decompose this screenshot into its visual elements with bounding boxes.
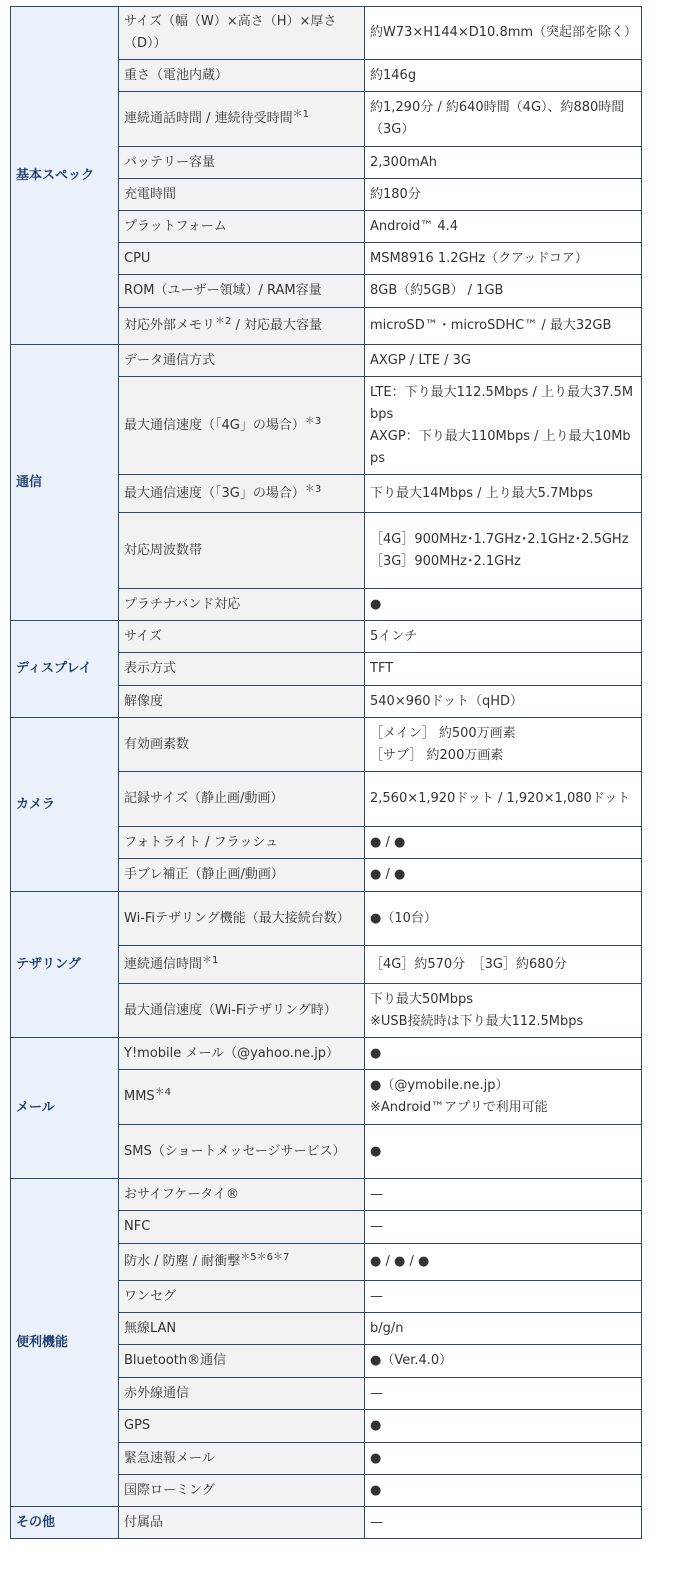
spec-value-line: 約146g bbox=[370, 67, 417, 83]
spec-item-text: 緊急速報メール bbox=[124, 1450, 215, 1466]
spec-value-line: 540×960ドット（qHD） bbox=[370, 693, 524, 709]
spec-item-text: 連続通話時間 / 連続待受時間 bbox=[124, 111, 293, 126]
spec-item-label bbox=[119, 211, 365, 243]
footnote-marker: ＊3 bbox=[304, 415, 322, 427]
spec-item-label bbox=[119, 1070, 365, 1125]
spec-value-line: ● / ● bbox=[370, 867, 406, 882]
spec-value-line: 下り最大14Mbps / 上り最大5.7Mbps bbox=[370, 485, 593, 501]
spec-item-text: 対応外部メモリ bbox=[124, 318, 216, 333]
spec-row bbox=[11, 1038, 642, 1070]
spec-item-text: 解像度 bbox=[124, 693, 164, 709]
spec-value-line: — bbox=[370, 1219, 383, 1234]
spec-item-text: Bluetooth®通信 bbox=[124, 1353, 227, 1368]
spec-value bbox=[365, 179, 642, 211]
spec-item-text: データ通信方式 bbox=[124, 352, 216, 368]
spec-item-label bbox=[119, 1281, 365, 1313]
spec-value bbox=[365, 308, 642, 345]
spec-item-text: サイズ（幅（W）×高さ（H）×厚さ（D）） bbox=[124, 14, 337, 51]
spec-value bbox=[365, 621, 642, 653]
spec-value-line: 約W73×H144×D10.8mm（突起部を除く） bbox=[370, 25, 638, 40]
spec-value bbox=[365, 243, 642, 275]
spec-item-text: 連続通信時間 bbox=[124, 956, 203, 972]
spec-value-line: Android™ 4.4 bbox=[370, 218, 459, 234]
spec-row bbox=[11, 1507, 642, 1539]
spec-item-text: 最大通信速度（「3G」の場合） bbox=[124, 485, 305, 501]
spec-item-label bbox=[119, 686, 365, 718]
spec-value bbox=[365, 1345, 642, 1378]
spec-item-label bbox=[119, 1378, 365, 1410]
spec-item-label bbox=[119, 653, 365, 686]
spec-value-line: ※Android™アプリで利用可能 bbox=[370, 1100, 548, 1115]
category-label: その他 bbox=[11, 1507, 119, 1539]
spec-row bbox=[11, 345, 642, 377]
spec-value bbox=[365, 1179, 642, 1211]
spec-item-text: 表示方式 bbox=[124, 661, 177, 676]
spec-value-line: — bbox=[370, 1288, 383, 1304]
spec-value-line: ※USB接続時は下り最大112.5Mbps bbox=[370, 1013, 584, 1029]
spec-item-text: MMS bbox=[124, 1089, 155, 1104]
spec-value bbox=[365, 892, 642, 946]
spec-value bbox=[365, 859, 642, 892]
footnote-marker: ＊4 bbox=[154, 1087, 172, 1098]
spec-item-text: 手ブレ補正（静止画/動画） bbox=[124, 867, 284, 882]
spec-value-line: 2,560×1,920ドット / 1,920×1,080ドット bbox=[370, 791, 631, 806]
spec-row bbox=[11, 621, 642, 653]
spec-value-line: TFT bbox=[370, 661, 394, 676]
spec-value bbox=[365, 1410, 642, 1443]
footnote-marker: ＊5＊6＊7 bbox=[240, 1252, 290, 1263]
spec-value bbox=[365, 1125, 642, 1179]
spec-value-line: b/g/n bbox=[370, 1320, 404, 1336]
spec-item-label bbox=[119, 377, 365, 475]
spec-value-line: ● / ● bbox=[370, 834, 406, 850]
spec-item-label bbox=[119, 1507, 365, 1539]
spec-item-label bbox=[119, 1125, 365, 1179]
spec-value-line: ● / ● / ● bbox=[370, 1254, 430, 1269]
spec-item-text: 防水 / 防塵 / 耐衝撃 bbox=[124, 1254, 241, 1269]
spec-value bbox=[365, 475, 642, 513]
spec-value-line: ● bbox=[370, 1450, 382, 1466]
spec-value-line: ● bbox=[370, 596, 382, 612]
spec-value-line: ●（@ymobile.ne.jp） bbox=[370, 1078, 509, 1093]
spec-item-label bbox=[119, 1038, 365, 1070]
spec-value-line: MSM8916 1.2GHz（クアッドコア） bbox=[370, 250, 588, 266]
spec-item-text: GPS bbox=[124, 1418, 151, 1433]
spec-value bbox=[365, 946, 642, 984]
spec-table bbox=[10, 6, 642, 1539]
spec-item-text: バッテリー容量 bbox=[124, 154, 216, 170]
spec-item-text: プラットフォーム bbox=[124, 218, 227, 234]
spec-value-line: ［4G］約570分 ［3G］約680分 bbox=[370, 956, 567, 972]
spec-item-label bbox=[119, 892, 365, 946]
spec-item-label bbox=[119, 147, 365, 179]
spec-item-text: おサイフケータイ® bbox=[124, 1186, 240, 1202]
spec-value-line: ● bbox=[370, 1482, 382, 1498]
spec-value bbox=[365, 60, 642, 92]
spec-value-line: — bbox=[370, 1186, 383, 1202]
spec-value bbox=[365, 7, 642, 60]
spec-value-line: 約1,290分 / 約640時間（4G）、約880時間（3G） bbox=[370, 100, 625, 137]
category-label: 便利機能 bbox=[11, 1179, 119, 1507]
spec-item-text: 記録サイズ（静止画/動画） bbox=[124, 791, 284, 806]
spec-item-text: サイズ bbox=[124, 628, 162, 644]
category-label: テザリング bbox=[11, 892, 119, 1038]
spec-item-label bbox=[119, 772, 365, 827]
spec-row bbox=[11, 718, 642, 772]
spec-value-line: 約180分 bbox=[370, 186, 421, 202]
spec-item-label bbox=[119, 589, 365, 621]
spec-item-text-suffix: / 対応最大容量 bbox=[231, 318, 323, 333]
spec-value bbox=[365, 686, 642, 718]
spec-value-line: ● bbox=[370, 1143, 382, 1159]
spec-item-label bbox=[119, 179, 365, 211]
spec-value bbox=[365, 1378, 642, 1410]
spec-value bbox=[365, 345, 642, 377]
spec-item-label bbox=[119, 1179, 365, 1211]
spec-value bbox=[365, 1281, 642, 1313]
spec-value-line: — bbox=[370, 1385, 383, 1401]
category-label: カメラ bbox=[11, 718, 119, 892]
spec-value bbox=[365, 772, 642, 827]
spec-value-line: ●（Ver.4.0） bbox=[370, 1353, 453, 1368]
spec-value-line: ● bbox=[370, 1418, 382, 1433]
spec-item-label bbox=[119, 513, 365, 589]
spec-value-line: AXGP：下り最大110Mbps / 上り最大10Mbps bbox=[370, 428, 631, 466]
spec-value-line: AXGP / LTE / 3G bbox=[370, 352, 471, 368]
spec-value bbox=[365, 1313, 642, 1345]
spec-value-line: 8GB（約5GB） / 1GB bbox=[370, 283, 504, 298]
spec-item-text: Wi-Fiテザリング機能（最大接続台数） bbox=[124, 910, 350, 926]
spec-value bbox=[365, 718, 642, 772]
spec-value-line: ［メイン］ 約500万画素 bbox=[370, 725, 516, 741]
spec-item-label bbox=[119, 1345, 365, 1378]
spec-row bbox=[11, 7, 642, 60]
spec-item-text: 対応周波数帯 bbox=[124, 542, 203, 558]
spec-value bbox=[365, 984, 642, 1038]
category-label: ディスプレイ bbox=[11, 621, 119, 718]
spec-value bbox=[365, 377, 642, 475]
spec-value-line: ［サブ］ 約200万画素 bbox=[370, 747, 504, 763]
spec-item-label bbox=[119, 859, 365, 892]
category-label: 基本スペック bbox=[11, 7, 119, 345]
spec-item-text: 重さ（電池内蔵） bbox=[124, 67, 229, 83]
spec-item-text: ワンセグ bbox=[124, 1288, 177, 1304]
spec-item-label bbox=[119, 718, 365, 772]
spec-item-text: フォトライト / フラッシュ bbox=[124, 834, 279, 850]
spec-item-text: NFC bbox=[124, 1219, 151, 1234]
spec-value bbox=[365, 211, 642, 243]
spec-value-line: ●（10台） bbox=[370, 910, 437, 926]
spec-item-label bbox=[119, 1313, 365, 1345]
spec-value bbox=[365, 1211, 642, 1244]
spec-value bbox=[365, 275, 642, 308]
spec-item-label bbox=[119, 1211, 365, 1244]
spec-value bbox=[365, 1244, 642, 1281]
category-label: メール bbox=[11, 1038, 119, 1179]
spec-value-line: 下り最大50Mbps bbox=[370, 991, 474, 1007]
spec-value-line: LTE：下り最大112.5Mbps / 上り最大37.5Mbps bbox=[370, 384, 634, 422]
spec-item-text: Y!mobile メール（@yahoo.ne.jp） bbox=[124, 1045, 340, 1061]
spec-item-label bbox=[119, 827, 365, 859]
spec-item-label bbox=[119, 345, 365, 377]
spec-item-text: 有効画素数 bbox=[124, 736, 190, 752]
spec-item-label bbox=[119, 1443, 365, 1475]
spec-value bbox=[365, 1038, 642, 1070]
spec-item-label bbox=[119, 1244, 365, 1281]
spec-item-label bbox=[119, 1475, 365, 1507]
spec-value bbox=[365, 827, 642, 859]
spec-item-text: SMS（ショートメッセージサービス） bbox=[124, 1143, 346, 1159]
spec-value-line: ● bbox=[370, 1045, 382, 1061]
footnote-marker: ＊2 bbox=[215, 316, 232, 327]
spec-item-label bbox=[119, 621, 365, 653]
spec-item-text: CPU bbox=[124, 250, 151, 266]
spec-item-label bbox=[119, 984, 365, 1038]
footnote-marker: ＊1 bbox=[292, 109, 310, 120]
spec-value bbox=[365, 92, 642, 147]
spec-value bbox=[365, 653, 642, 686]
spec-item-label bbox=[119, 475, 365, 513]
spec-item-label bbox=[119, 308, 365, 345]
spec-value-line: 5インチ bbox=[370, 628, 418, 644]
spec-item-text: ROM（ユーザー領域）/ RAM容量 bbox=[124, 283, 322, 298]
spec-value-line: microSD™・microSDHC™ / 最大32GB bbox=[370, 318, 612, 333]
spec-value bbox=[365, 1475, 642, 1507]
footnote-marker: ＊1 bbox=[202, 954, 219, 966]
spec-value bbox=[365, 589, 642, 621]
spec-value bbox=[365, 1507, 642, 1539]
spec-item-text: 最大通信速度（「4G」の場合） bbox=[124, 417, 305, 433]
footnote-marker: ＊3 bbox=[304, 483, 322, 495]
spec-value-line: 2,300mAh bbox=[370, 154, 438, 170]
spec-item-text: 充電時間 bbox=[124, 186, 177, 202]
spec-value bbox=[365, 147, 642, 179]
spec-row bbox=[11, 892, 642, 946]
spec-item-label bbox=[119, 60, 365, 92]
spec-item-text: 最大通信速度（Wi-Fiテザリング時） bbox=[124, 1002, 337, 1018]
spec-item-label bbox=[119, 275, 365, 308]
spec-value bbox=[365, 1070, 642, 1125]
spec-item-label bbox=[119, 243, 365, 275]
spec-table-body bbox=[11, 7, 642, 1539]
category-label: 通信 bbox=[11, 345, 119, 621]
spec-item-text: 国際ローミング bbox=[124, 1482, 215, 1498]
spec-item-label bbox=[119, 946, 365, 984]
spec-item-text: プラチナバンド対応 bbox=[124, 596, 241, 612]
spec-item-label bbox=[119, 7, 365, 60]
spec-row bbox=[11, 1179, 642, 1211]
spec-item-text: 付属品 bbox=[124, 1514, 164, 1530]
spec-value bbox=[365, 513, 642, 589]
spec-value-line: ［4G］900MHz･1.7GHz･2.1GHz･2.5GHz bbox=[370, 531, 629, 547]
spec-value-line: — bbox=[370, 1514, 383, 1530]
spec-item-label bbox=[119, 1410, 365, 1443]
spec-item-text: 無線LAN bbox=[124, 1320, 177, 1336]
spec-value bbox=[365, 1443, 642, 1475]
spec-item-text: 赤外線通信 bbox=[124, 1385, 190, 1401]
spec-value-line: ［3G］900MHz･2.1GHz bbox=[370, 553, 521, 569]
spec-item-label bbox=[119, 92, 365, 147]
